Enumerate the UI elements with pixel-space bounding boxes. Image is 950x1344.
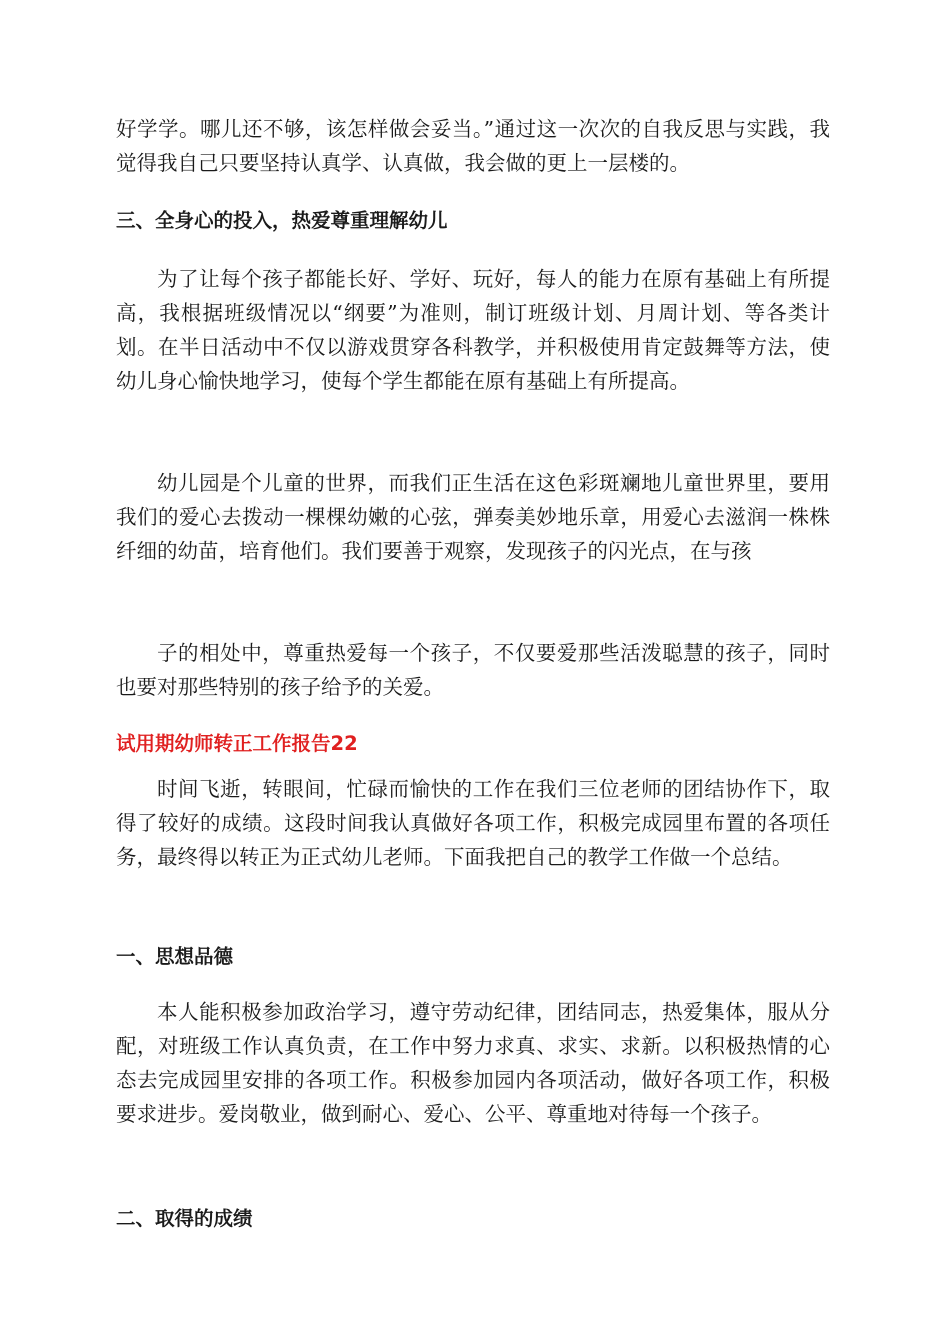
report-title: 试用期幼师转正工作报告22 [116, 732, 358, 755]
section-heading-3: 三、全身心的投入，热爱尊重理解幼儿 [116, 209, 448, 232]
section-heading-2: 二、取得的成绩 [116, 1207, 253, 1230]
section-heading-1: 一、思想品德 [116, 945, 234, 968]
paragraph: 子的相处中，尊重热爱每一个孩子，不仅要爱那些活泼聪慧的孩子，同时也要对那些特别的孩子给予的关爱。 [116, 641, 830, 699]
paragraph: 为了让每个孩子都能长好、学好、玩好，每人的能力在原有基础上有所提高，我根据班级情况以“纲要”为准则，制订班级计划、月周计划、等各类计划。在半日活动中不仅以游戏贯穿各科教学，并积极使用肯定鼓舞等方法，使幼儿身心愉快地学习，使每个学生都能在原有基础上有所提高。 [116, 267, 830, 393]
paragraph: 本人能积极参加政治学习，遵守劳动纪律，团结同志，热爱集体，服从分配，对班级工作认真负责，在工作中努力求真、求实、求新。以积极热情的心态去完成园里安排的各项工作。积极参加园内各项活动，做好各项工作，积极要求进步。爱岗敬业，做到耐心、爱心、公平、尊重地对待每一个孩子。 [116, 1000, 830, 1126]
paragraph-continued: 好学学。哪儿还不够，该怎样做会妥当。”通过这一次次的自我反思与实践，我觉得我自己只要坚持认真学、认真做，我会做的更上一层楼的。 [116, 117, 830, 175]
paragraph: 时间飞逝，转眼间，忙碌而愉快的工作在我们三位老师的团结协作下，取得了较好的成绩。这段时间我认真做好各项工作，积极完成园里布置的各项任务，最终得以转正为正式幼儿老师。下面我把自己的教学工作做一个总结。 [116, 777, 830, 869]
paragraph: 幼儿园是个儿童的世界，而我们正生活在这色彩斑斓地儿童世界里，要用我们的爱心去拨动一棵棵幼嫩的心弦，弹奏美妙地乐章，用爱心去滋润一株株纤细的幼苗，培育他们。我们要善于观察，发现孩子的闪光点，在与孩 [116, 471, 830, 563]
